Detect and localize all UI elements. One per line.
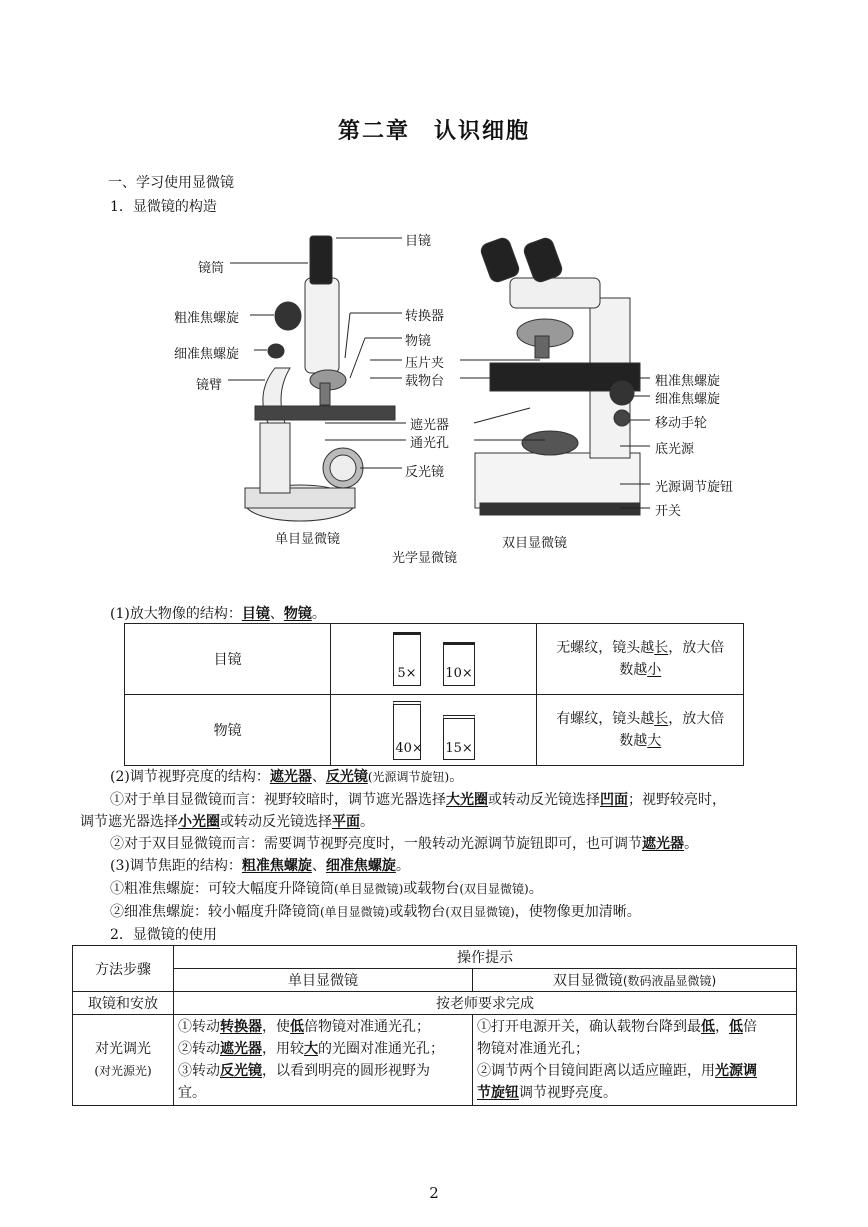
label-tube: 镜筒: [198, 261, 225, 276]
step-value: 按老师要求完成: [174, 992, 797, 1015]
table-row: [73, 992, 797, 1015]
row-name: 物镜: [125, 695, 331, 766]
header-mono: 单目显微镜: [174, 969, 473, 992]
subsection-heading-usage: 2．显微镜的使用: [110, 927, 217, 943]
subsection-heading: 1．显微镜的构造: [110, 199, 217, 215]
label-switch: 开关: [655, 504, 682, 519]
label-coarse-focus: 粗准焦螺旋: [174, 311, 240, 326]
section-heading: 一、学习使用显微镜: [108, 175, 234, 191]
step-name: 对光调光 (对光源光): [73, 1015, 174, 1106]
table-row: [125, 624, 744, 695]
label-light-hole: 通光孔: [410, 436, 450, 451]
caption-binocular: 双目显微镜: [502, 536, 568, 551]
page-number: 2: [429, 1184, 439, 1202]
label-moving-wheel: 移动手轮: [655, 416, 708, 431]
step-name: 取镜和安放: [73, 992, 174, 1015]
label-bino-fine: 细准焦螺旋: [655, 392, 721, 407]
para-brightness: (2)调节视野亮度的结构：遮光器、反光镜(光源调节旋钮)。: [110, 769, 464, 785]
label-fine-focus: 细准焦螺旋: [174, 347, 240, 362]
label-arm: 镜臂: [196, 378, 223, 393]
para-bino-brightness: ②对于双目显微镜而言：需要调节视野亮度时，一般转动光源调节旋钮即可，也可调节遮光器。: [110, 836, 698, 852]
label-clip: 压片夹: [405, 356, 445, 371]
label-eyepiece: 目镜: [405, 234, 432, 249]
table-header-row: [73, 946, 797, 969]
label-converter: 转换器: [405, 309, 445, 324]
lens-icons: 5× 10×: [331, 624, 537, 695]
caption-monocular: 单目显微镜: [275, 532, 341, 547]
label-objective: 物镜: [405, 334, 432, 349]
row-desc: 无螺纹，镜头越长，放大倍 数越小: [537, 624, 744, 695]
binocular-microscope: [475, 236, 640, 515]
label-light-knob: 光源调节旋钮: [655, 480, 734, 495]
lens-table: [124, 623, 744, 766]
bino-steps: ①打开电源开关，确认载物台降到最低，低倍 物镜对准通光孔； ②调节两个目镜间距离以适应瞳距，用光源调 节旋钮调节视野亮度。: [473, 1015, 797, 1106]
para-focus: (3)调节焦距的结构：粗准焦螺旋、细准焦螺旋。: [110, 858, 410, 874]
label-bino-coarse: 粗准焦螺旋: [655, 374, 721, 389]
lens-icons: 40× 15×: [331, 695, 537, 766]
para-fine: ②细准焦螺旋：较小幅度升降镜筒(单目显微镜)或载物台(双目显微镜)，使物像更加清晰。: [110, 904, 641, 920]
row-desc: 有螺纹，镜头越长，放大倍 数越大: [537, 695, 744, 766]
page-title: 第二章 认识细胞: [337, 118, 530, 144]
usage-table: [72, 945, 797, 1106]
table-row: [73, 1015, 797, 1106]
mono-steps: ①转动转换器，使低倍物镜对准通光孔； ②转动遮光器，用较大的光圈对准通光孔； ③转动反光镜，以看到明亮的圆形视野为 宜。: [174, 1015, 473, 1106]
label-diaphragm: 遮光器: [410, 418, 450, 433]
label-stage: 载物台: [405, 374, 445, 389]
label-mirror: 反光镜: [405, 465, 445, 480]
para-mono-brightness: ①对于单目显微镜而言：视野较暗时，调节遮光器选择大光圈或转动反光镜选择凹面；视野较亮时，: [110, 792, 726, 808]
caption-main: 光学显微镜: [392, 551, 458, 566]
para-mono-brightness-cont: 调节遮光器选择小光圈或转动反光镜选择平面。: [80, 814, 374, 830]
para-coarse: ①粗准焦螺旋：可较大幅度升降镜筒(单目显微镜)或载物台(双目显微镜)。: [110, 881, 543, 897]
header-tip: 操作提示: [174, 946, 797, 969]
table-header-row: [73, 969, 797, 992]
header-bino: 双目显微镜(数码液晶显微镜): [473, 969, 797, 992]
label-base-light: 底光源: [655, 442, 695, 457]
row-name: 目镜: [125, 624, 331, 695]
header-step: 方法步骤: [73, 946, 174, 992]
para-magnify: (1)放大物像的结构：目镜、物镜。: [110, 606, 326, 622]
table-row: [125, 695, 744, 766]
